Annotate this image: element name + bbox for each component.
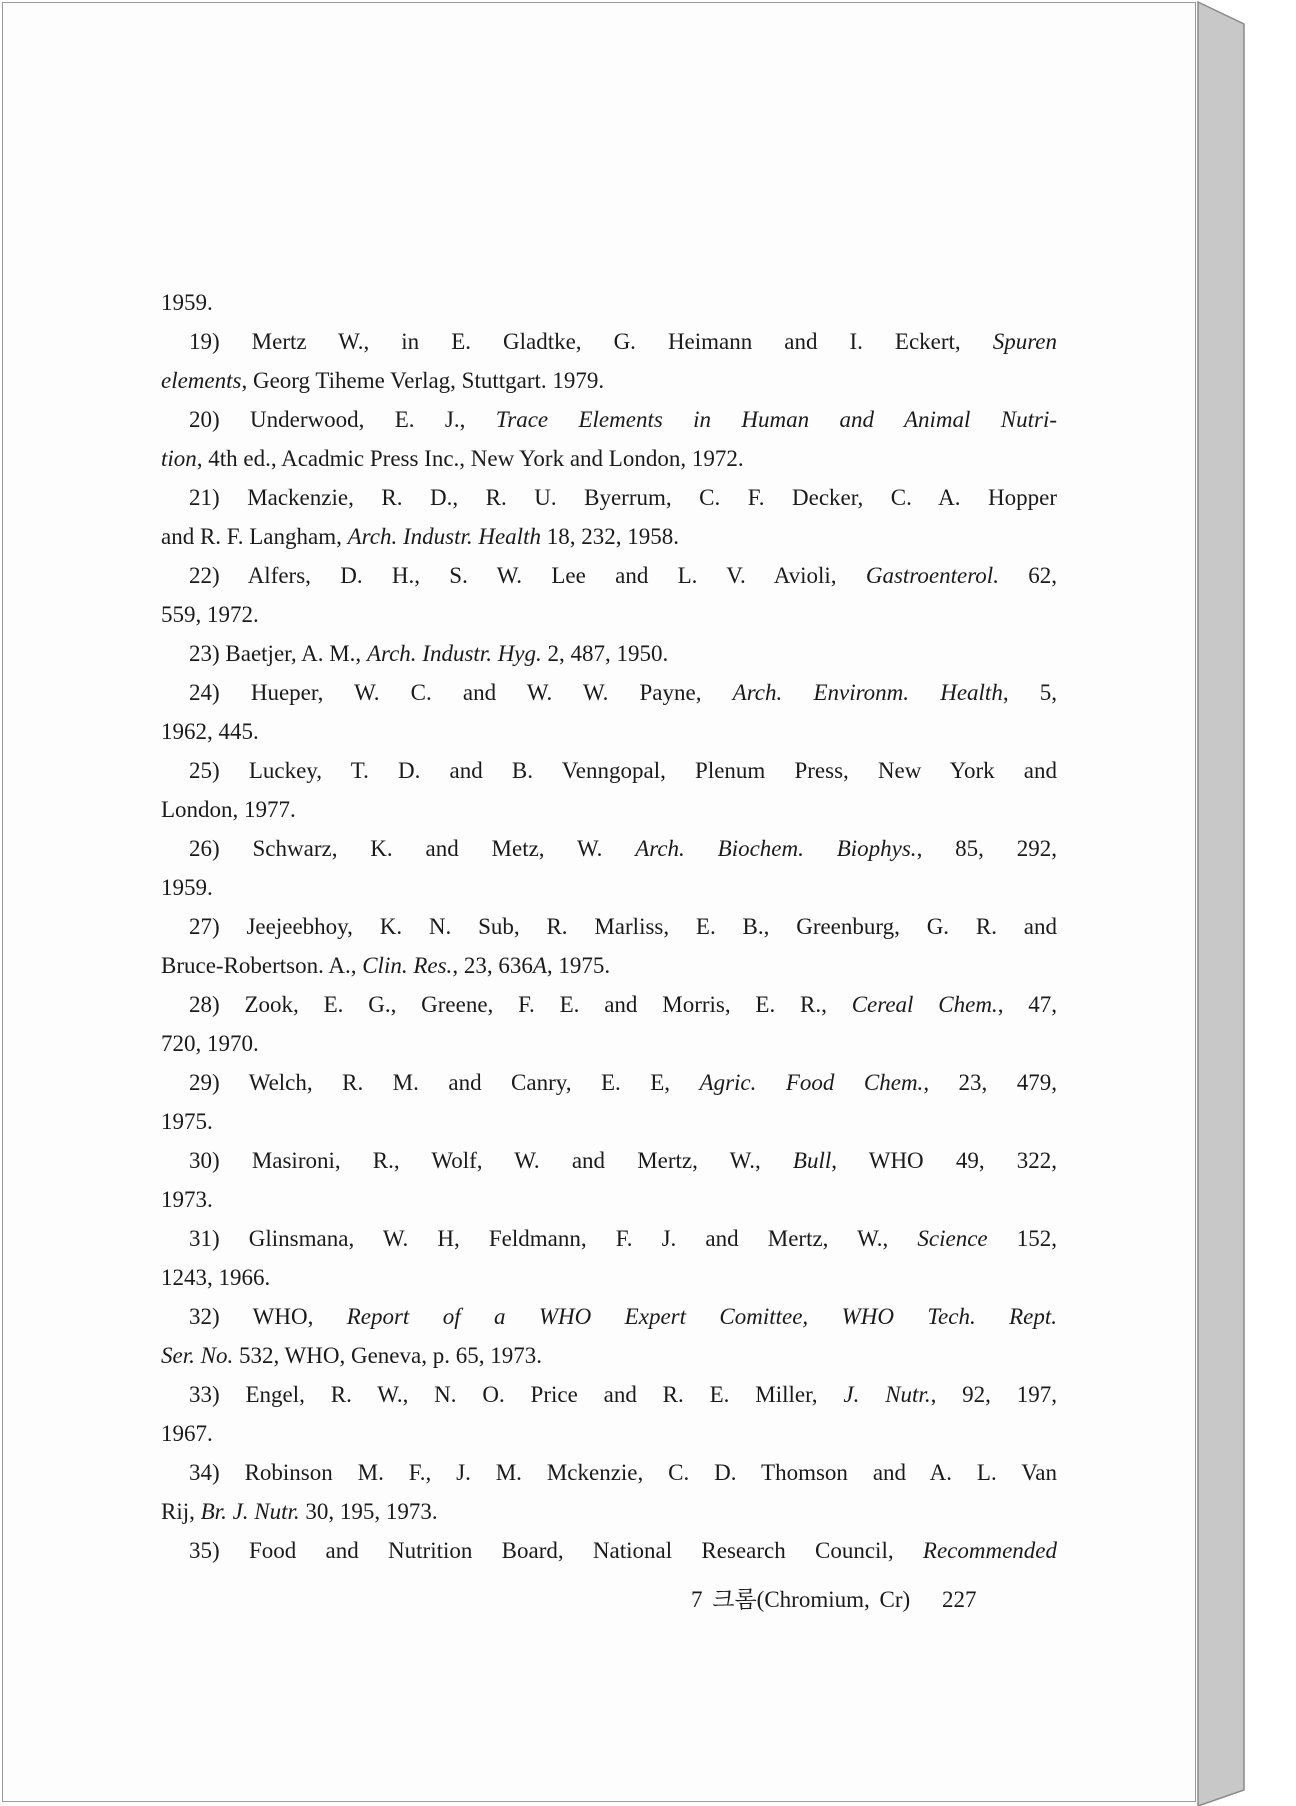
reference-text: 35) Food and Nutrition Board, National Research Council, [189,1538,923,1563]
reference-italic-text: elements [161,368,242,393]
reference-text: 30) Masironi, R., Wolf, W. and Mertz, W., [189,1148,793,1173]
reference-text: 22) Alfers, D. H., S. W. Lee and L. V. Avioli, [189,563,866,588]
reference-italic-text: Science [917,1226,988,1251]
reference-text: 34) Robinson M. F., J. M. Mckenzie, C. D. Thomson and A. L. Van [189,1460,1057,1485]
reference-text: 720, 1970. [161,1031,259,1056]
reference-text: , 85, 292, [916,836,1058,861]
reference-text: 24) Hueper, W. C. and W. W. Payne, [189,680,733,705]
reference-text: , 5, [1002,680,1058,705]
reference-text: 559, 1972. [161,602,259,627]
reference-italic-text: Agric. Food Chem. [699,1070,924,1095]
reference-text: 26) Schwarz, K. and Metz, W. [189,836,636,861]
reference-italic-text: Recommended [922,1538,1057,1563]
reference-text: 1962, 445. [161,719,259,744]
reference-italic-text: Arch. Industr. Hyg. [366,641,542,666]
reference-text: 21) Mackenzie, R. D., R. U. Byerrum, C. F. Decker, C. A. Hopper [189,485,1057,510]
reference-text: 18, 232, 1958. [540,524,679,549]
reference-italic-text: Gastroenterol. [865,563,999,588]
reference-italic-text: Ser. No. [161,1343,234,1368]
reference-italic-text: Trace Elements in Human and Animal Nutri- [495,407,1058,432]
reference-text: 1959. [161,875,213,900]
reference-italic-text: Cereal Chem. [851,992,998,1017]
reference-text: 25) Luckey, T. D. and B. Venngopal, Plenum Press, New York and [189,758,1057,783]
reference-text: , 47, [997,992,1058,1017]
reference-text: 20) Underwood, E. J., [189,407,496,432]
reference-italic-text: Arch. Environm. Health [732,680,1003,705]
reference-text: , 4th ed., Acadmic Press Inc., New York and London, 1972. [196,446,744,471]
reference-text: 32) WHO, [189,1304,347,1329]
reference-text: 28) Zook, E. G., Greene, F. E. and Morris, E. R., [189,992,852,1017]
reference-italic-text: Arch. Biochem. Biophys. [635,836,917,861]
reference-italic-text: Report of a WHO Expert Comittee, WHO Tech. Rept. [346,1304,1057,1329]
reference-text: 62, [998,563,1058,588]
reference-italic-text: Clin. Res. [362,953,453,978]
reference-text: , WHO 49, 322, [831,1148,1057,1173]
reference-text: , 23, 479, [923,1070,1058,1095]
reference-italic-text: J. Nutr. [843,1382,931,1407]
reference-text: 1243, 1966. [161,1265,271,1290]
reference-italic-text: Bull [792,1148,832,1173]
running-footer-title: 7 크롬(Chromium, Cr) [691,1587,911,1612]
reference-text: Rij, [161,1499,201,1524]
reference-italic-text: Br. J. Nutr. [200,1499,300,1524]
reference-text: , Georg Tiheme Verlag, Stuttgart. 1979. [241,368,605,393]
reference-italic-text: Spuren [992,329,1057,354]
reference-text: 29) Welch, R. M. and Canry, E. E, [189,1070,700,1095]
reference-text: 1967. [161,1421,213,1446]
reference-text: 31) Glinsmana, W. H, Feldmann, F. J. and Mertz, W., [189,1226,918,1251]
reference-italic-text: A [532,953,547,978]
reference-text: 30, 195, 1973. [299,1499,438,1524]
reference-text: 33) Engel, R. W., N. O. Price and R. E. Miller, [189,1382,844,1407]
reference-text: 2, 487, 1950. [541,641,669,666]
reference-text: 23) Baetjer, A. M., [189,641,367,666]
reference-text: 532, WHO, Geneva, p. 65, 1973. [233,1343,542,1368]
reference-text: , 1975. [546,953,611,978]
reference-text: 1975. [161,1109,213,1134]
reference-text: , 23, 636 [452,953,533,978]
reference-text: 1959. [161,290,213,315]
reference-text: 1973. [161,1187,213,1212]
reference-text: 19) Mertz W., in E. Gladtke, G. Heimann and I. Eckert, [189,329,993,354]
page-number: 227 [941,1587,977,1612]
reference-italic-text: Arch. Industr. Health [347,524,541,549]
reference-text: 27) Jeejeebhoy, K. N. Sub, R. Marliss, E. B., Greenburg, G. R. and [189,914,1057,939]
reference-text: and R. F. Langham, [161,524,348,549]
reference-text: , 92, 197, [930,1382,1058,1407]
reference-text: Bruce-Robertson. A., [161,953,363,978]
reference-text: London, 1977. [161,797,296,822]
reference-text: 152, [987,1226,1058,1251]
reference-italic-text: tion [161,446,197,471]
